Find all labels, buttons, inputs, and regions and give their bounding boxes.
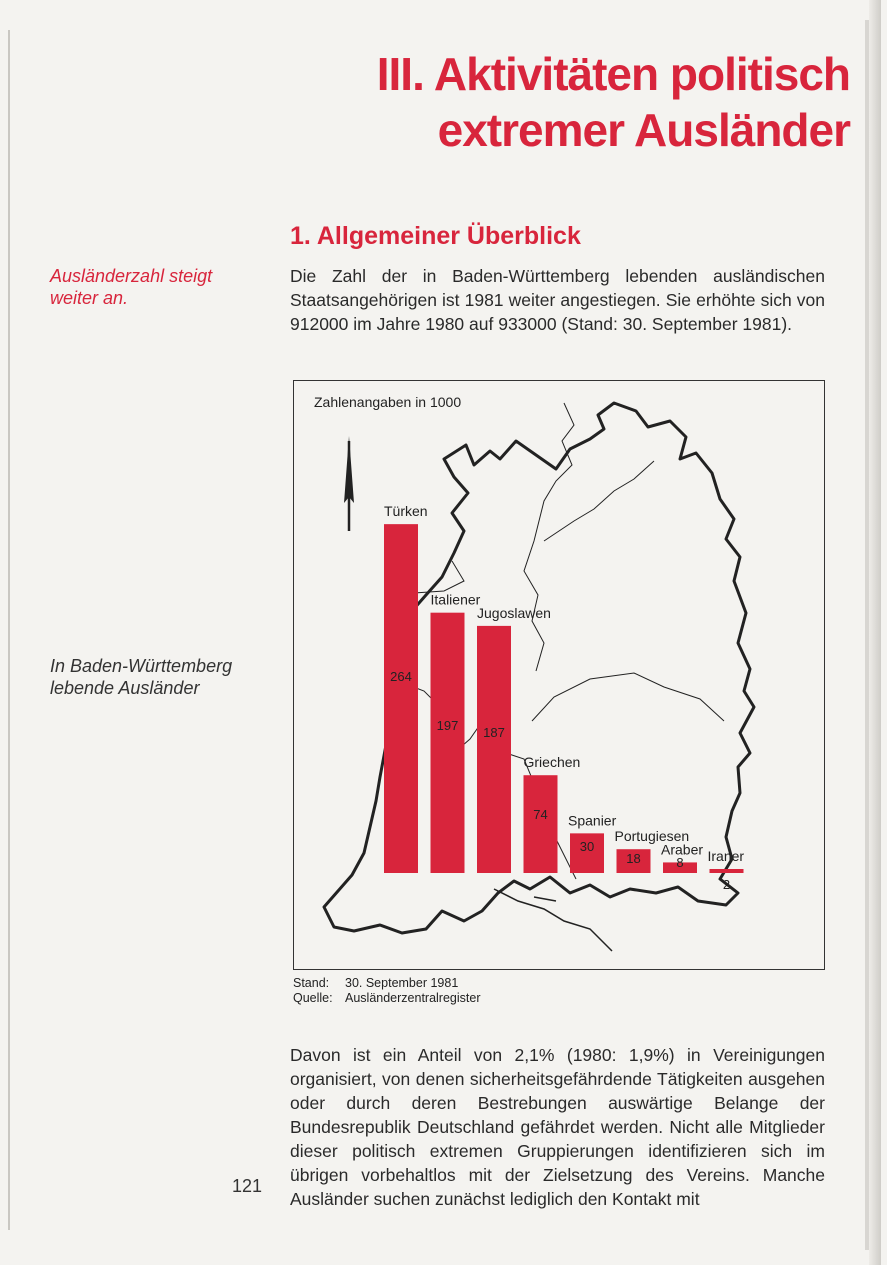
value-label: 197 (436, 717, 459, 733)
figure-caption (293, 976, 481, 1006)
map-inner-boundary-2 (532, 673, 724, 721)
value-label: 2 (722, 877, 731, 892)
category-label: Italiener (430, 591, 481, 608)
chart-figure (293, 380, 825, 970)
category-label: Jugoslawen (477, 604, 551, 621)
bar-griechen (524, 775, 558, 873)
chapter-title-line1: III. Aktivitäten politisch (376, 48, 850, 100)
section-heading: 1. Allgemeiner Überblick (290, 222, 581, 250)
page-number: 121 (232, 1176, 263, 1196)
value-label: 187 (483, 725, 505, 741)
chapter-title-line2: extremer Ausländer (437, 104, 850, 156)
value-label: 18 (626, 851, 641, 867)
bar-iraner (710, 869, 744, 873)
value-label: 30 (579, 839, 595, 855)
map-inner-boundary-5 (414, 561, 464, 593)
caption-stand-value: 30. September 1981 (345, 976, 459, 990)
category-label: Portugiesen (614, 828, 690, 845)
bar-chart-on-map (294, 381, 824, 969)
map-lake (494, 889, 612, 951)
north-arrow-icon (344, 436, 354, 531)
value-label: 264 (390, 669, 412, 685)
paragraph-2: Davon ist ein Anteil von 2,1% (1980: 1,9%) in Vereinigungen organisiert, von denen sicherheitsgefährdende Tätigkeiten ausgehen oder durch deren Bestrebungen auswärtige Belange der Bundesrepublik Deutschland gefährdet werden. Nicht alle Mitglieder dieser politisch extremen Gruppierungen identifizieren sich im übrigen vorbehaltlos mit der Zielsetzung des Vereins. Manche Ausländer suchen zunächst lediglich den Kontakt mit (290, 1045, 825, 1209)
paragraph-1: Die Zahl der in Baden-Württemberg lebenden ausländischen Staatsangehörigen ist 1981 weiter angestiegen. Sie erhöhte sich von 912000 im Jahre 1980 auf 933000 (Stand: 30. September 1981). (290, 266, 825, 334)
value-label: 8 (676, 855, 684, 870)
margin-note-2: In Baden-Württemberg lebende Ausländer (50, 656, 233, 698)
page-edge-right (865, 20, 869, 1250)
category-label: Griechen (523, 754, 581, 771)
category-label: Araber (661, 841, 704, 858)
map-inner-boundary-3 (524, 403, 574, 671)
chart-title: Zahlenangaben in 1000 (314, 394, 462, 410)
margin-note-1: Ausländerzahl steigt weiter an. (50, 266, 213, 308)
bar-türken (384, 524, 418, 873)
page-gutter-right (869, 0, 881, 1265)
map-inner-boundary-4 (544, 461, 654, 541)
category-label: Spanier (568, 812, 617, 829)
bar-italiener (431, 613, 465, 873)
chart-bars (384, 503, 744, 892)
caption-source-value: Ausländerzentralregister (345, 991, 481, 1005)
value-label: 74 (533, 807, 548, 823)
caption-stand-label: Stand: (293, 976, 330, 990)
bar-jugoslawen (477, 626, 511, 873)
caption-source-label: Quelle: (293, 991, 333, 1005)
category-label: Türken (384, 503, 428, 520)
category-label: Iraner (707, 848, 745, 864)
chapter-title (290, 46, 850, 158)
page-edge-left (8, 30, 10, 1230)
